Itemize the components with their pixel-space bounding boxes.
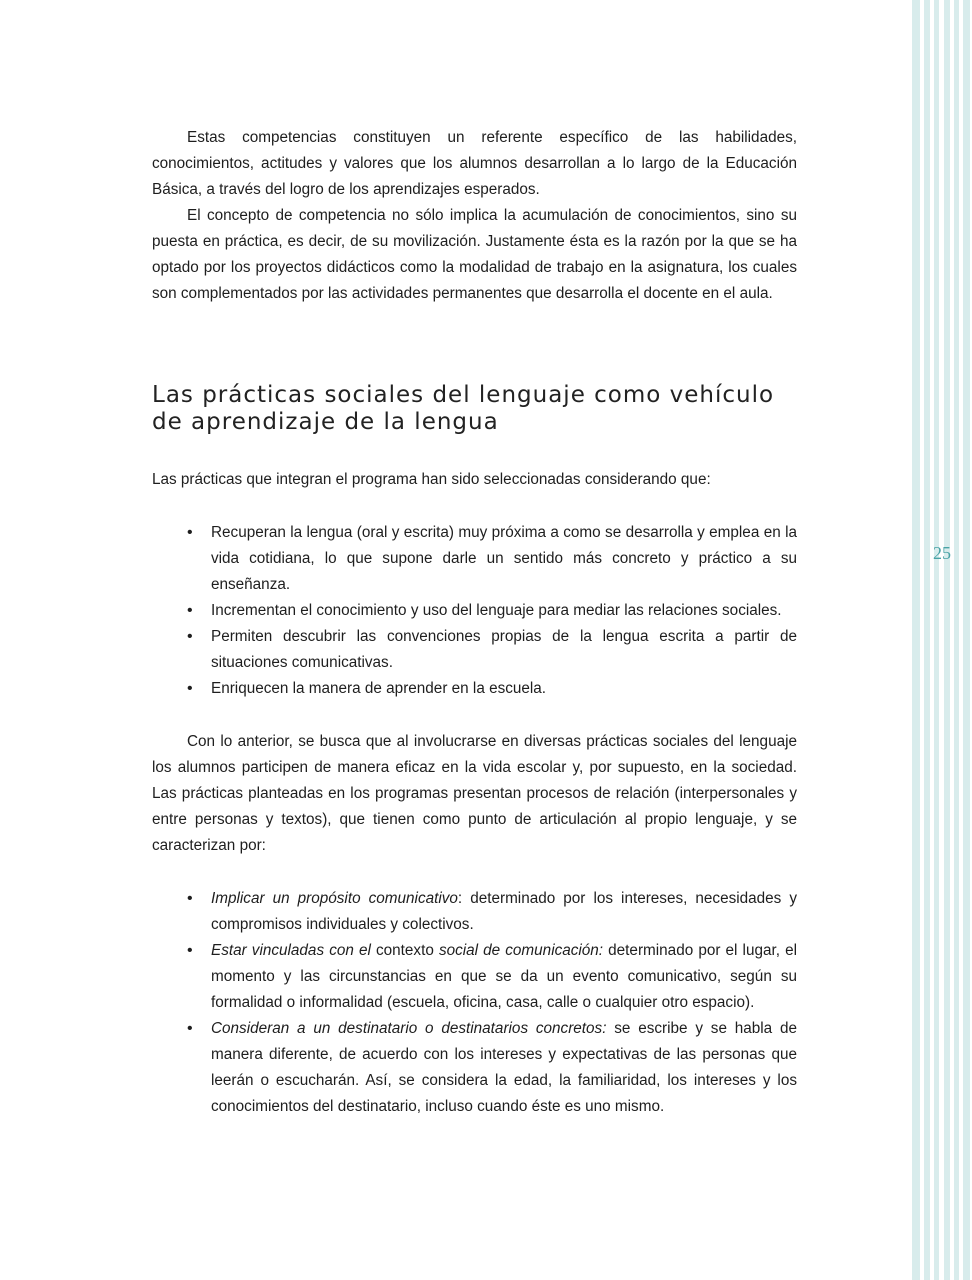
- list-item: • Enriquecen la manera de aprender en la escuela.: [152, 676, 797, 702]
- emphasis: Implicar un propósito comunicativo: [211, 890, 458, 907]
- stripe: [954, 0, 959, 1280]
- list-item-text: se escribe y se habla de manera diferente, de acuerdo con los intereses y expectativas de las personas que leerán o escucharán. Así, se considera la edad, la familiaridad, los intereses y los conocimientos del destinatario, incluso cuando éste es uno mismo.: [211, 1020, 797, 1115]
- list-item: • Recuperan la lengua (oral y escrita) muy próxima a como se desarrolla y emplea en la vida cotidiana, lo que supone darle un sentido más concreto y práctico a su enseñanza.: [152, 520, 797, 598]
- section-heading-line-2: de aprendizaje de la lengua: [152, 409, 499, 435]
- bullet-list-2: [152, 886, 797, 1120]
- page-number: 25: [933, 543, 951, 563]
- list-item: [152, 938, 797, 1016]
- decorative-stripes: [910, 0, 972, 1280]
- stripe: [963, 0, 970, 1280]
- section-heading: [152, 382, 797, 436]
- emphasis: social de comunicación:: [438, 942, 604, 959]
- emphasis: Estar vinculadas con el: [211, 942, 371, 959]
- list-item: • Incrementan el conocimiento y uso del lenguaje para mediar las relaciones sociales.: [152, 598, 797, 624]
- list-item-text: contexto: [370, 942, 439, 959]
- stripe: [912, 0, 920, 1280]
- list-item-text: determinado por el lugar, el momento y las circunstancias en que se da un evento comunicativo, según su formalidad o informalidad (escuela, oficina, casa, calle o cualquier otro espacio).: [211, 942, 797, 1011]
- section-heading-line-1: Las prácticas sociales del lenguaje como vehículo: [152, 382, 775, 408]
- stripe: [934, 0, 939, 1280]
- stripe: [924, 0, 930, 1280]
- bullet-list-1: [152, 520, 797, 702]
- section-lead: Las prácticas que integran el programa han sido seleccionadas considerando que:: [152, 471, 711, 488]
- emphasis: Consideran a un destinatario o destinatarios concretos:: [211, 1020, 607, 1037]
- list-item: [152, 1016, 797, 1120]
- stripe: [944, 0, 950, 1280]
- list-item: • Permiten descubrir las convenciones propias de la lengua escrita a partir de situaciones comunicativas.: [152, 624, 797, 676]
- intro-paragraph-1: Estas competencias constituyen un referente específico de las habilidades, conocimientos, actitudes y valores que los alumnos desarrollan a lo largo de la Educación Básica, a través del logro de los aprendizajes esperados.: [152, 129, 797, 198]
- list-item-text: : determinado por los intereses, necesidades y compromisos individuales y colectivos.: [211, 890, 797, 933]
- section-paragraph: Con lo anterior, se busca que al involucrarse en diversas prácticas sociales del lenguaje los alumnos participen de manera eficaz en la vida escolar y, por supuesto, en la sociedad. Las prácticas planteadas en los programas presentan procesos de relación (interpersonales y entre personas y textos), que tienen como punto de articulación al propio lenguaje, y se caracterizan por:: [152, 733, 797, 854]
- page-body: [152, 125, 797, 1120]
- list-item: [152, 886, 797, 938]
- intro-paragraph-2: El concepto de competencia no sólo implica la acumulación de conocimientos, sino su puesta en práctica, es decir, de su movilización. Justamente ésta es la razón por la que se ha optado por los proyectos didácticos como la modalidad de trabajo en la asignatura, los cuales son complementados por las actividades permanentes que desarrolla el docente en el aula.: [152, 207, 797, 302]
